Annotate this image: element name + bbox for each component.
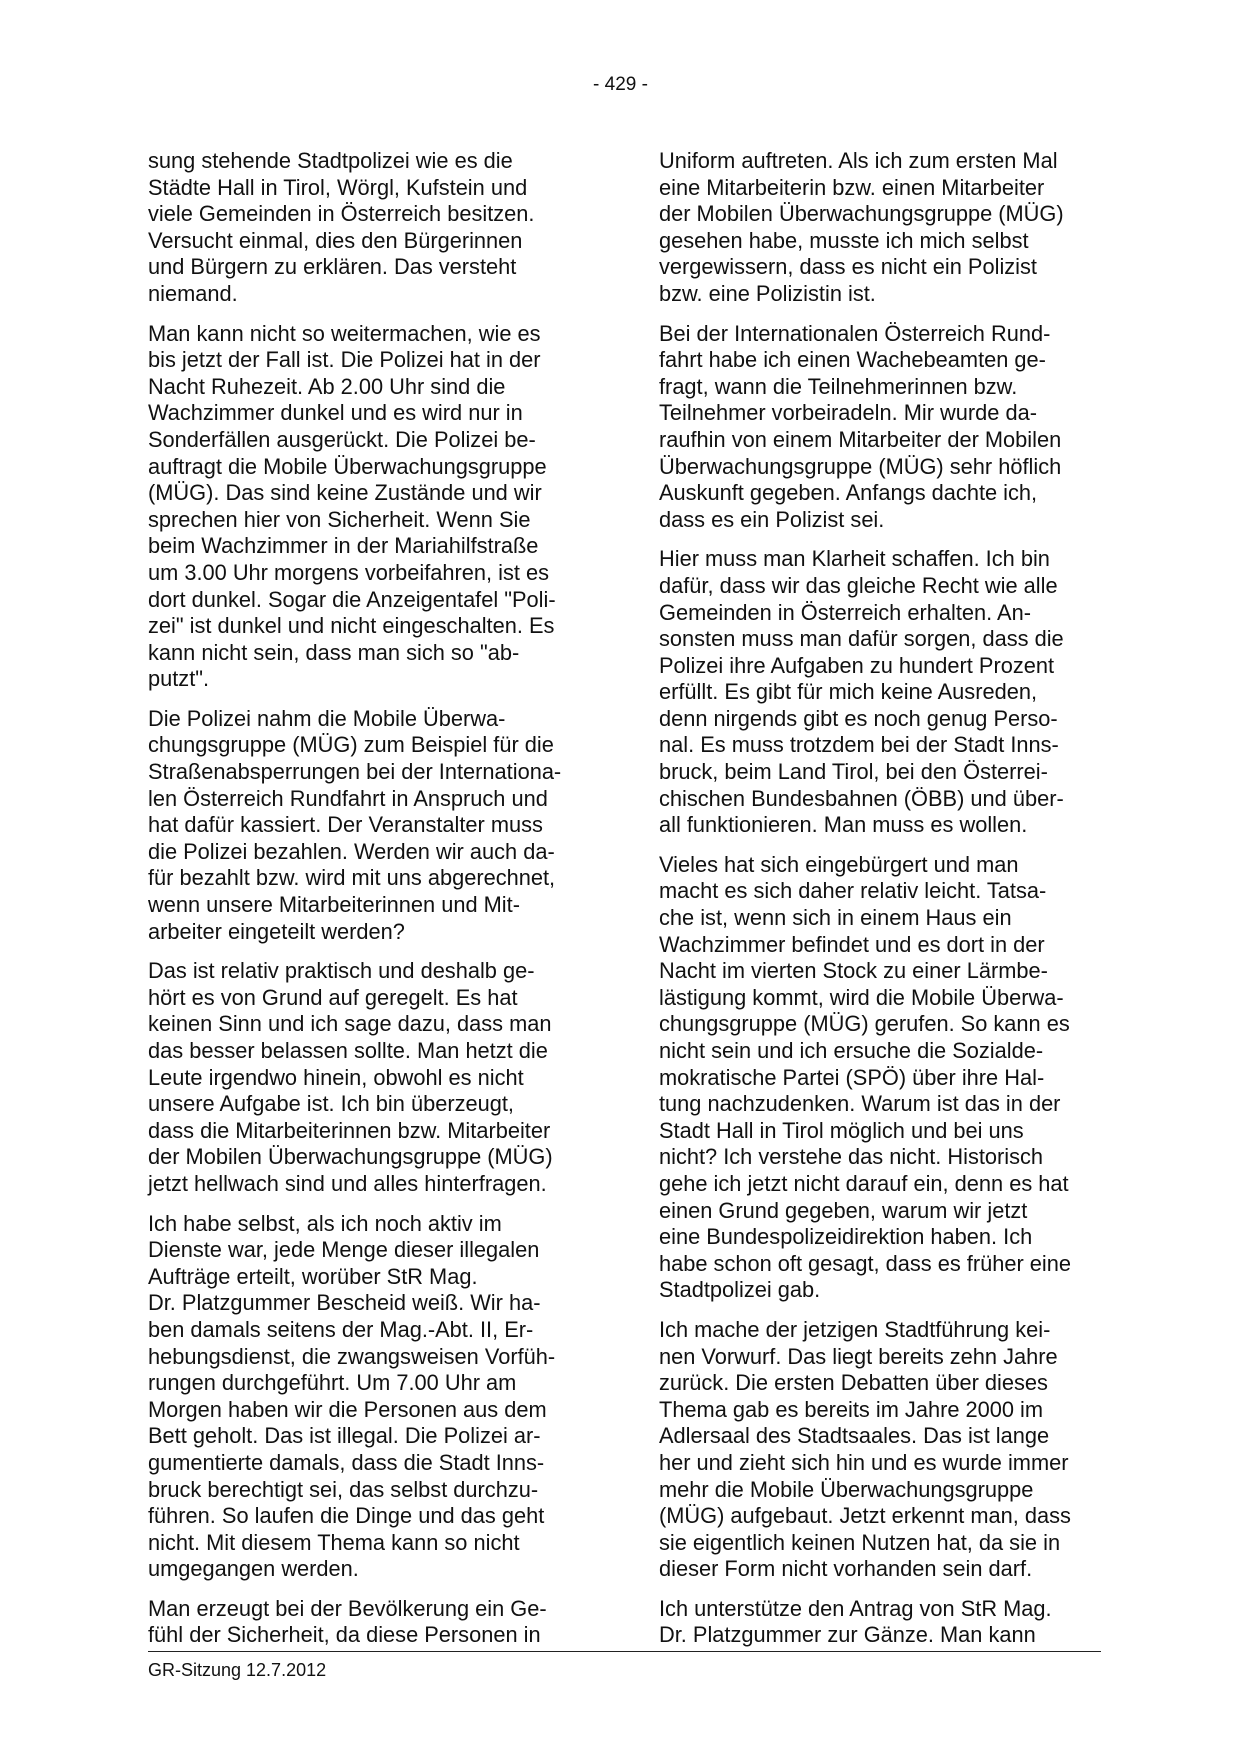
text-line: umgegangen werden. (148, 1556, 359, 1582)
text-line: Dr. Platzgummer Bescheid weiß. Wir ha- (148, 1290, 541, 1316)
paragraph (659, 1317, 1119, 1583)
text-line: Hier muss man Klarheit schaffen. Ich bin (659, 546, 1050, 572)
text-line: eine Bundespolizeidirektion haben. Ich (659, 1224, 1033, 1250)
text-line: Man erzeugt bei der Bevölkerung ein Ge- (148, 1595, 547, 1621)
text-line: jetzt hellwach sind und alles hinterfragen. (148, 1170, 547, 1196)
paragraph (148, 706, 606, 945)
text-line: Nacht Ruhezeit. Ab 2.00 Uhr sind die (148, 373, 506, 399)
text-line: sonsten muss man dafür sorgen, dass die (659, 626, 1064, 652)
text-line: Überwachungsgruppe (MÜG) sehr höflich (659, 453, 1062, 479)
text-line: fragt, wann die Teilnehmerinnen bzw. (659, 373, 1018, 399)
text-line: Leute irgendwo hinein, obwohl es nicht (148, 1064, 524, 1090)
paragraph (148, 1211, 606, 1583)
text-line: Versucht einmal, dies den Bürgerinnen (148, 227, 523, 253)
text-line: ben damals seitens der Mag.-Abt. II, Er- (148, 1316, 534, 1342)
text-line: wenn unsere Mitarbeiterinnen und Mit- (148, 892, 520, 918)
text-line: Wachzimmer dunkel und es wird nur in (148, 400, 523, 426)
text-line: lästigung kommt, wird die Mobile Überwa- (659, 984, 1064, 1010)
text-line: chungsgruppe (MÜG) zum Beispiel für die (148, 732, 554, 758)
text-line: (MÜG) aufgebaut. Jetzt erkennt man, dass (659, 1503, 1071, 1529)
text-line: chischen Bundesbahnen (ÖBB) und über- (659, 785, 1064, 811)
text-line: gumentierte damals, dass die Stadt Inns- (148, 1449, 545, 1475)
text-line: erfüllt. Es gibt für mich keine Ausreden, (659, 679, 1037, 705)
text-line: che ist, wenn sich in einem Haus ein (659, 905, 1012, 931)
text-line: nen Vorwurf. Das liegt bereits zehn Jahre (659, 1343, 1058, 1369)
text-line: Uniform auftreten. Als ich zum ersten Mal (659, 148, 1058, 173)
text-line: Teilnehmer vorbeiradeln. Mir wurde da- (659, 400, 1037, 426)
text-line: und Bürgern zu erklären. Das versteht (148, 254, 517, 280)
text-line: her und zieht sich hin und es wurde immer (659, 1449, 1069, 1475)
text-line: der Mobilen Überwachungsgruppe (MÜG) (659, 201, 1064, 227)
text-line: rungen durchgeführt. Um 7.00 Uhr am (148, 1370, 517, 1396)
text-line: macht es sich daher relativ leicht. Tatsa- (659, 878, 1047, 904)
paragraph (148, 958, 606, 1197)
text-line: all funktionieren. Man muss es wollen. (659, 812, 1028, 838)
text-line: Die Polizei nahm die Mobile Überwa- (148, 705, 506, 731)
text-line: dieser Form nicht vorhanden sein darf. (659, 1556, 1033, 1582)
text-line: dass es ein Polizist sei. (659, 506, 885, 532)
text-line: beim Wachzimmer in der Mariahilfstraße (148, 533, 539, 559)
text-line: len Österreich Rundfahrt in Anspruch und (148, 785, 548, 811)
text-line: Dr. Platzgummer zur Gänze. Man kann (659, 1622, 1036, 1648)
text-line: Straßenabsperrungen bei der Internationa- (148, 759, 562, 785)
text-line: zei" ist dunkel und nicht eingeschalten. Es (148, 613, 555, 639)
text-line: Stadtpolizei gab. (659, 1277, 821, 1303)
text-line: Vieles hat sich eingebürgert und man (659, 851, 1019, 877)
text-line: vergewissern, dass es nicht ein Polizist (659, 254, 1037, 280)
text-line: bruck, beim Land Tirol, bei den Österrei- (659, 759, 1048, 785)
text-line: Städte Hall in Tirol, Wörgl, Kufstein und (148, 174, 528, 200)
text-line: hört es von Grund auf geregelt. Es hat (148, 984, 518, 1010)
text-line: Sonderfällen ausgerückt. Die Polizei be- (148, 426, 536, 452)
text-line: einen Grund gegeben, warum wir jetzt (659, 1197, 1028, 1223)
text-line: Man kann nicht so weitermachen, wie es (148, 320, 541, 346)
text-line: dort dunkel. Sogar die Anzeigentafel "Poli- (148, 586, 556, 612)
text-line: Ich habe selbst, als ich noch aktiv im (148, 1210, 502, 1236)
footer-divider (148, 1651, 1101, 1652)
text-line: fühl der Sicherheit, da diese Personen in (148, 1622, 541, 1648)
text-line: Adlersaal des Stadtsaales. Das ist lange (659, 1423, 1050, 1449)
text-line: führen. So laufen die Dinge und das geht (148, 1503, 545, 1529)
text-line: arbeiter eingeteilt werden? (148, 918, 405, 944)
text-line: Gemeinden in Österreich erhalten. An- (659, 599, 1031, 625)
text-line: niemand. (148, 280, 238, 306)
text-line: sung stehende Stadtpolizei wie es die (148, 148, 513, 173)
text-line: denn nirgends gibt es noch genug Perso- (659, 705, 1058, 731)
text-line: habe schon oft gesagt, dass es früher eine (659, 1250, 1071, 1276)
text-line: dafür, dass wir das gleiche Recht wie alle (659, 572, 1058, 598)
text-line: sie eigentlich keinen Nutzen hat, da sie in (659, 1529, 1061, 1555)
paragraph (659, 148, 1119, 308)
text-line: bruck berechtigt sei, das selbst durchzu- (148, 1476, 539, 1502)
text-line: für bezahlt bzw. wird mit uns abgerechnet, (148, 865, 556, 891)
text-line: fahrt habe ich einen Wachebeamten ge- (659, 347, 1046, 373)
paragraph (148, 148, 606, 308)
text-line: Das ist relativ praktisch und deshalb ge- (148, 958, 535, 984)
text-line: der Mobilen Überwachungsgruppe (MÜG) (148, 1144, 553, 1170)
text-line: gesehen habe, musste ich mich selbst (659, 227, 1029, 253)
text-line: sprechen hier von Sicherheit. Wenn Sie (148, 506, 531, 532)
text-line: Ich unterstütze den Antrag von StR Mag. (659, 1595, 1052, 1621)
text-line: Aufträge erteilt, worüber StR Mag. (148, 1263, 478, 1289)
text-line: um 3.00 Uhr morgens vorbeifahren, ist es (148, 559, 550, 585)
text-line: chungsgruppe (MÜG) gerufen. So kann es (659, 1011, 1070, 1037)
text-line: raufhin von einem Mitarbeiter der Mobilen (659, 426, 1062, 452)
text-line: nal. Es muss trotzdem bei der Stadt Inns- (659, 732, 1059, 758)
text-line: mehr die Mobile Überwachungsgruppe (659, 1476, 1034, 1502)
text-line: bis jetzt der Fall ist. Die Polizei hat in der (148, 347, 541, 373)
text-line: die Polizei bezahlen. Werden wir auch da- (148, 838, 555, 864)
text-line: putzt". (148, 666, 210, 692)
text-line: Wachzimmer befindet und es dort in der (659, 931, 1045, 957)
text-line: keinen Sinn und ich sage dazu, dass man (148, 1011, 552, 1037)
text-line: auftragt die Mobile Überwachungsgruppe (148, 453, 547, 479)
text-line: gehe ich jetzt nicht darauf ein, denn es hat (659, 1170, 1069, 1196)
text-line: Polizei ihre Aufgaben zu hundert Prozent (659, 652, 1055, 678)
text-line: hat dafür kassiert. Der Veranstalter muss (148, 812, 543, 838)
text-line: Nacht im vierten Stock zu einer Lärmbe- (659, 958, 1048, 984)
text-line: zurück. Die ersten Debatten über dieses (659, 1370, 1048, 1396)
text-line: bzw. eine Polizistin ist. (659, 280, 876, 306)
text-line: viele Gemeinden in Österreich besitzen. (148, 201, 535, 227)
text-line: tung nachzudenken. Warum ist das in der (659, 1091, 1061, 1117)
text-line: mokratische Partei (SPÖ) über ihre Hal- (659, 1064, 1045, 1090)
text-line: Morgen haben wir die Personen aus dem (148, 1396, 547, 1422)
paragraph (148, 1596, 606, 1649)
text-line: Dienste war, jede Menge dieser illegalen (148, 1237, 540, 1263)
text-line: hebungsdienst, die zwangsweisen Vorfüh- (148, 1343, 556, 1369)
text-line: nicht sein und ich ersuche die Sozialde- (659, 1038, 1044, 1063)
left-column (148, 148, 606, 1662)
text-line: das besser belassen sollte. Man hetzt die (148, 1038, 548, 1063)
text-line: nicht. Mit diesem Thema kann so nicht (148, 1529, 520, 1555)
text-line: kann nicht sein, dass man sich so "ab- (148, 639, 520, 665)
text-line: Auskunft gegeben. Anfangs dachte ich, (659, 480, 1038, 506)
text-line: dass die Mitarbeiterinnen bzw. Mitarbeiter (148, 1117, 551, 1143)
footer-session-date: GR-Sitzung 12.7.2012 (148, 1660, 327, 1680)
text-line: Stadt Hall in Tirol möglich und bei uns (659, 1117, 1024, 1143)
text-line: Bett geholt. Das ist illegal. Die Polizei ar- (148, 1423, 541, 1449)
right-column (659, 148, 1119, 1662)
paragraph (659, 1596, 1119, 1649)
paragraph (659, 546, 1119, 839)
paragraph (659, 852, 1119, 1304)
text-line: Bei der Internationalen Österreich Rund- (659, 320, 1051, 346)
paragraph (148, 321, 606, 693)
text-line: unsere Aufgabe ist. Ich bin überzeugt, (148, 1091, 514, 1117)
text-line: Thema gab es bereits im Jahre 2000 im (659, 1396, 1044, 1422)
text-line: nicht? Ich verstehe das nicht. Historisch (659, 1144, 1044, 1170)
text-line: Ich mache der jetzigen Stadtführung kei- (659, 1316, 1051, 1342)
text-line: eine Mitarbeiterin bzw. einen Mitarbeiter (659, 174, 1045, 200)
text-line: (MÜG). Das sind keine Zustände und wir (148, 480, 542, 506)
page-number: - 429 - (593, 74, 648, 95)
paragraph (659, 321, 1119, 534)
